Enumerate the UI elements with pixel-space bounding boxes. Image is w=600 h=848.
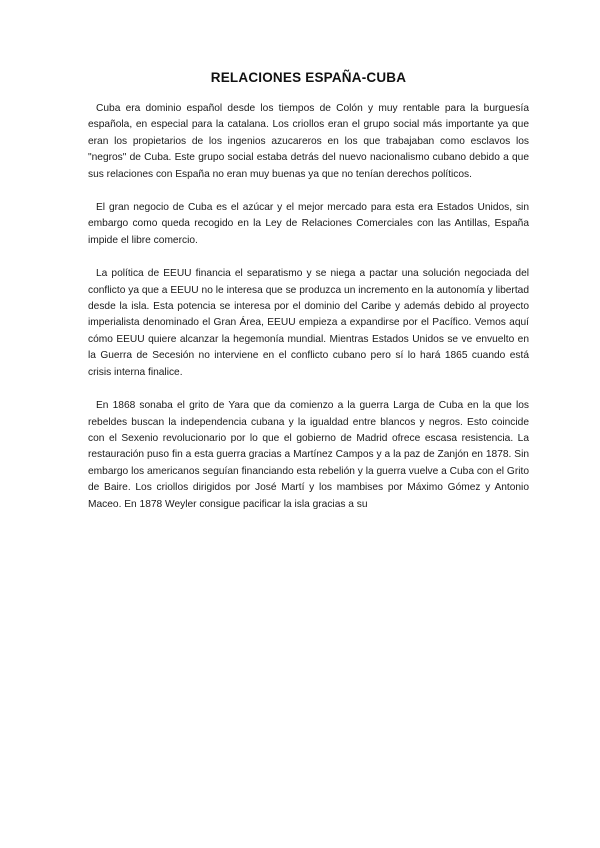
paragraph-politica-eeuu: La política de EEUU financia el separatismo y se niega a pactar una solución negociada del conflicto ya que a EEUU no le interesa que se produzca un incremento en la autonomía y libertad desde la isla. Esta potencia se interesa por el dominio del Caribe y además debido al proyecto imperialista denominado el Gran Área, EEUU empieza a expandirse por el Pacífico. Vemos aquí cómo EEUU quiere alcanzar la hegemonía mundial. Mientras Estados Unidos se ve envuelto en la Guerra de Secesión no interviene en el conflicto cubano pero sí lo hará 1865 cuando está crisis interna finalice. [88,268,529,378]
paragraph-cuba-dominio: Cuba era dominio español desde los tiempos de Colón y muy rentable para la burguesía española, en especial para la catalana. Los criollos eran el grupo social más importante ya que eran los propietarios de los ingenios azucareros en los que trabajaban como esclavos los "negros" de Cuba. Este grupo social estaba detrás del nuevo nacionalismo cubano debido a que sus relaciones con España no eran muy buenas ya que no tenían derechos políticos. [88,103,529,180]
document-page [88,70,529,529]
paragraph-negocio-azucar: El gran negocio de Cuba es el azúcar y el mejor mercado para esta era Estados Unidos, sin embargo como queda recogido en la Ley de Relaciones Comerciales con las Antillas, España impide el libre comercio. [88,202,529,246]
document-title: RELACIONES ESPAÑA-CUBA [210,70,407,85]
paragraph-guerra-larga: En 1868 sonaba el grito de Yara que da comienzo a la guerra Larga de Cuba en la que los rebeldes buscan la independencia cubana y la igualdad entre blancos y negros. Esto coincide con el Sexenio revolucionario por lo que el gobierno de Madrid ofrece escasa resistencia. La restauración puso fin a esta guerra gracias a Martínez Campos y a la paz de Zanjón en 1878. Sin embargo los americanos seguían financiando esta rebelión y la guerra vuelve a Cuba con el Grito de Baire. Los criollos dirigidos por José Martí y los mambises por Máximo Gómez y Antonio Maceo. En 1878 Weyler consigue pacificar la isla gracias a su [88,400,529,510]
